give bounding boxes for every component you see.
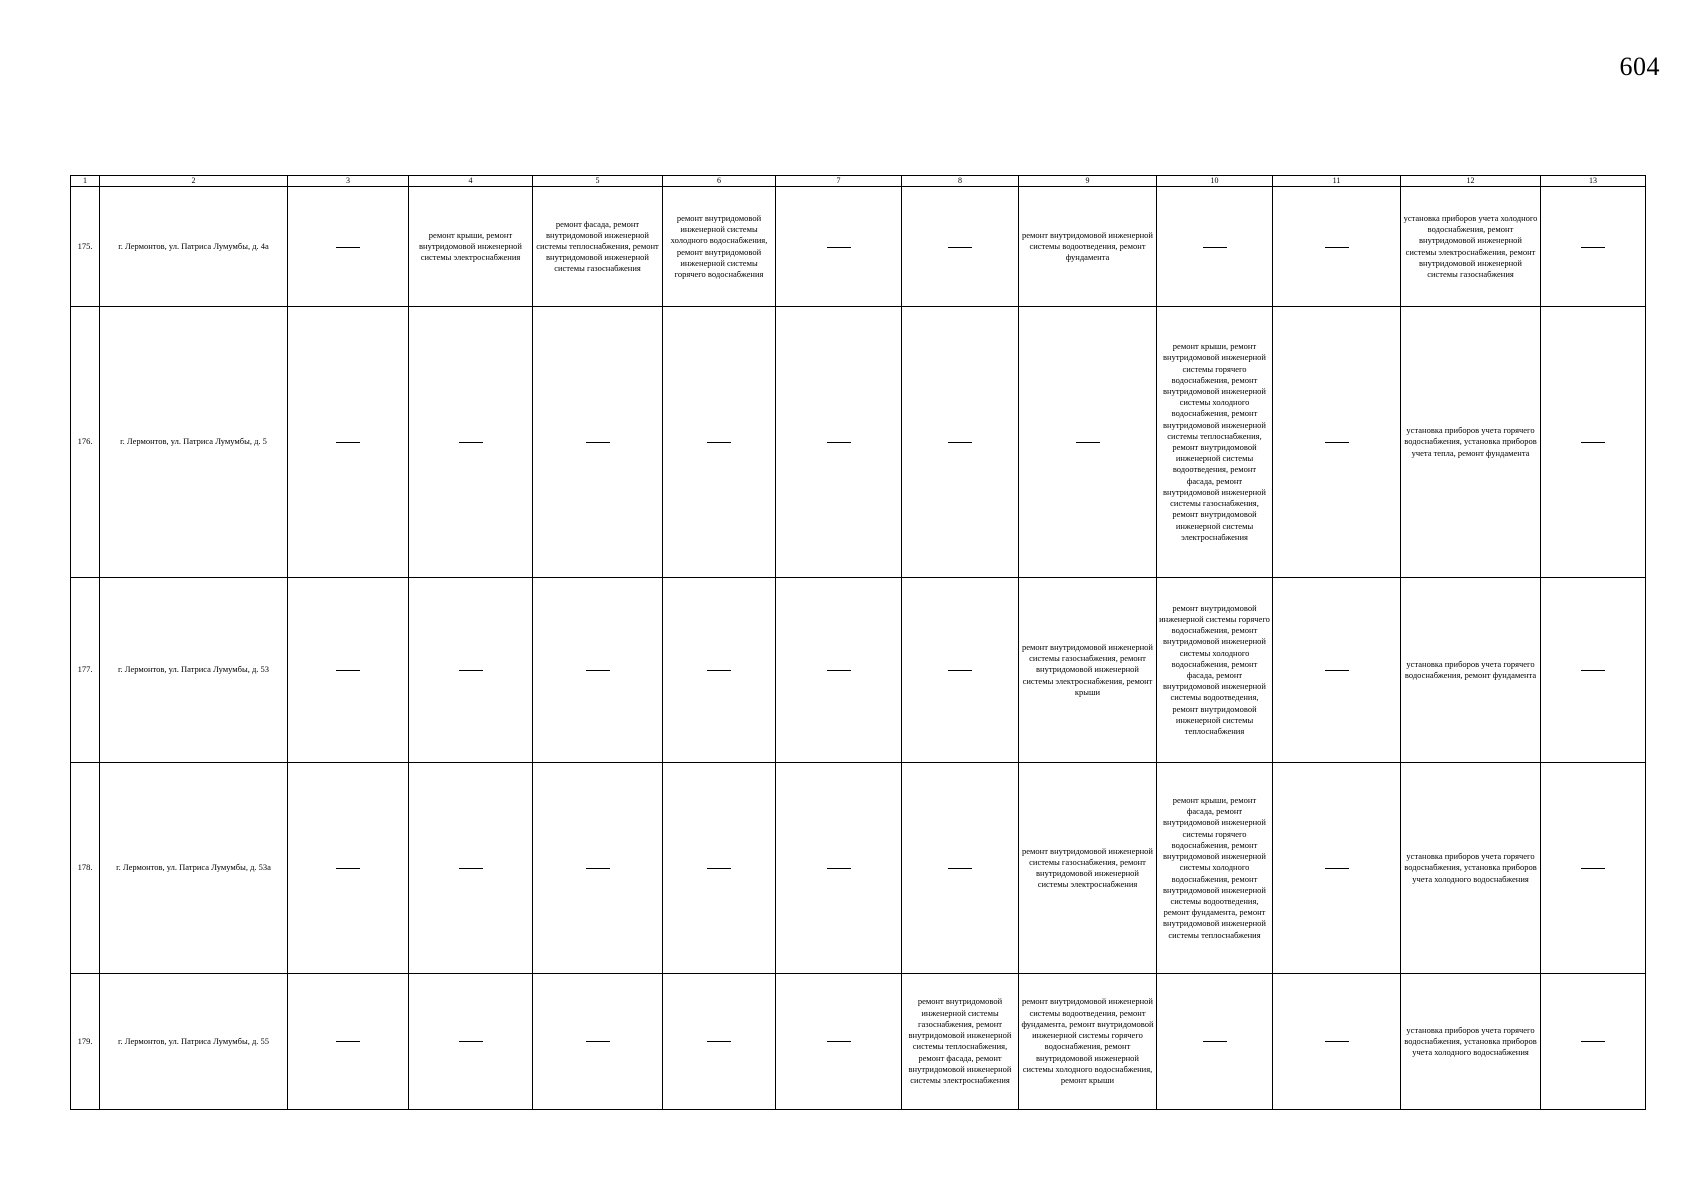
empty-cell-dash [1273, 577, 1401, 762]
empty-cell-dash [288, 187, 409, 307]
work-type-cell: ремонт крыши, ремонт фасада, ремонт внутридомовой инженерной системы горячего водоснабжения, ремонт внутридомовой инженерной системы холодного водоснабжения, ремонт внутридомовой инженерной системы водоотведения, ремонт фундамента, ремонт внутридомовой инженерной системы теплоснабжения [1157, 763, 1273, 973]
dash-mark [459, 868, 483, 869]
page-number: 604 [1619, 52, 1660, 81]
empty-cell-dash [902, 307, 1019, 578]
dash-mark [827, 247, 851, 248]
empty-cell-dash [1019, 307, 1157, 578]
row-number: 178. [71, 763, 100, 973]
dash-mark [586, 868, 610, 869]
empty-cell-dash [533, 307, 663, 578]
dash-mark [948, 442, 972, 443]
table-row [71, 763, 1646, 973]
table-row [71, 577, 1646, 762]
dash-mark [336, 1041, 360, 1042]
empty-cell-dash [663, 307, 776, 578]
dash-mark [948, 670, 972, 671]
column-number: 6 [663, 176, 776, 187]
empty-cell-dash [288, 763, 409, 973]
dash-mark [1076, 442, 1100, 443]
empty-cell-dash [1157, 973, 1273, 1109]
empty-cell-dash [533, 577, 663, 762]
work-type-cell: установка приборов учета горячего водоснабжения, ремонт фундамента [1401, 577, 1541, 762]
dash-mark [1325, 868, 1349, 869]
empty-cell-dash [776, 763, 902, 973]
empty-cell-dash [288, 973, 409, 1109]
dash-mark [459, 670, 483, 671]
empty-cell-dash [902, 763, 1019, 973]
empty-cell-dash [1273, 307, 1401, 578]
address-cell: г. Лермонтов, ул. Патриса Лумумбы, д. 55 [100, 973, 288, 1109]
column-number: 4 [409, 176, 533, 187]
repair-schedule-table [70, 175, 1646, 1110]
dash-mark [1581, 670, 1605, 671]
empty-cell-dash [776, 307, 902, 578]
empty-cell-dash [409, 763, 533, 973]
row-number: 175. [71, 187, 100, 307]
empty-cell-dash [1273, 187, 1401, 307]
empty-cell-dash [1273, 973, 1401, 1109]
empty-cell-dash [776, 973, 902, 1109]
column-number: 5 [533, 176, 663, 187]
row-number: 177. [71, 577, 100, 762]
table-row [71, 973, 1646, 1109]
column-number: 13 [1541, 176, 1646, 187]
address-cell: г. Лермонтов, ул. Патриса Лумумбы, д. 4а [100, 187, 288, 307]
work-type-cell: ремонт внутридомовой инженерной системы газоснабжения, ремонт внутридомовой инженерной системы электроснабжения, ремонт крыши [1019, 577, 1157, 762]
dash-mark [1203, 1041, 1227, 1042]
dash-mark [827, 868, 851, 869]
dash-mark [1325, 1041, 1349, 1042]
address-cell: г. Лермонтов, ул. Патриса Лумумбы, д. 5 [100, 307, 288, 578]
column-number-row [71, 176, 1646, 187]
empty-cell-dash [902, 577, 1019, 762]
address-cell: г. Лермонтов, ул. Патриса Лумумбы, д. 53а [100, 763, 288, 973]
table-row [71, 307, 1646, 578]
work-type-cell: ремонт внутридомовой инженерной системы холодного водоснабжения, ремонт внутридомовой инженерной системы горячего водоснабжения [663, 187, 776, 307]
empty-cell-dash [776, 577, 902, 762]
empty-cell-dash [409, 973, 533, 1109]
work-type-cell: ремонт внутридомовой инженерной системы горячего водоснабжения, ремонт внутридомовой инженерной системы холодного водоснабжения, ремонт фасада, ремонт внутридомовой инженерной системы водоотведения, ремонт внутридомовой инженерной системы теплоснабжения [1157, 577, 1273, 762]
table-row [71, 187, 1646, 307]
empty-cell-dash [533, 973, 663, 1109]
column-number: 1 [71, 176, 100, 187]
empty-cell-dash [1157, 187, 1273, 307]
dash-mark [827, 670, 851, 671]
dash-mark [1581, 442, 1605, 443]
column-number: 9 [1019, 176, 1157, 187]
dash-mark [1203, 247, 1227, 248]
dash-mark [1581, 247, 1605, 248]
empty-cell-dash [1541, 973, 1646, 1109]
work-type-cell: установка приборов учета холодного водоснабжения, ремонт внутридомовой инженерной системы электроснабжения, ремонт внутридомовой инженерной системы газоснабжения [1401, 187, 1541, 307]
dash-mark [948, 868, 972, 869]
dash-mark [827, 1041, 851, 1042]
dash-mark [586, 1041, 610, 1042]
empty-cell-dash [288, 577, 409, 762]
table-body [71, 187, 1646, 1110]
empty-cell-dash [1541, 577, 1646, 762]
empty-cell-dash [902, 187, 1019, 307]
dash-mark [707, 442, 731, 443]
work-type-cell: ремонт крыши, ремонт внутридомовой инженерной системы горячего водоснабжения, ремонт внутридомовой инженерной системы холодного водоснабжения, ремонт внутридомовой инженерной системы теплоснабжения, ремонт внутридомовой инженерной системы водоотведения, ремонт фасада, ремонт внутридомовой инженерной системы газоснабжения, ремонт внутридомовой инженерной системы электроснабжения [1157, 307, 1273, 578]
empty-cell-dash [1273, 763, 1401, 973]
work-type-cell: ремонт крыши, ремонт внутридомовой инженерной системы электроснабжения [409, 187, 533, 307]
work-type-cell: установка приборов учета горячего водоснабжения, установка приборов учета холодного водоснабжения [1401, 973, 1541, 1109]
column-number: 12 [1401, 176, 1541, 187]
empty-cell-dash [663, 763, 776, 973]
dash-mark [707, 670, 731, 671]
dash-mark [586, 670, 610, 671]
work-type-cell: ремонт внутридомовой инженерной системы газоснабжения, ремонт внутридомовой инженерной системы теплоснабжения, ремонт фасада, ремонт внутридомовой инженерной системы электроснабжения [902, 973, 1019, 1109]
dash-mark [459, 442, 483, 443]
dash-mark [336, 247, 360, 248]
dash-mark [707, 868, 731, 869]
column-number: 11 [1273, 176, 1401, 187]
dash-mark [1325, 670, 1349, 671]
row-number: 179. [71, 973, 100, 1109]
dash-mark [948, 247, 972, 248]
dash-mark [707, 1041, 731, 1042]
dash-mark [336, 670, 360, 671]
work-type-cell: ремонт внутридомовой инженерной системы водоотведения, ремонт фундамента, ремонт внутридомовой инженерной системы горячего водоснабжения, ремонт внутридомовой инженерной системы холодного водоснабжения, ремонт крыши [1019, 973, 1157, 1109]
empty-cell-dash [1541, 307, 1646, 578]
empty-cell-dash [288, 307, 409, 578]
work-type-cell: ремонт внутридомовой инженерной системы водоотведения, ремонт фундамента [1019, 187, 1157, 307]
column-number: 3 [288, 176, 409, 187]
dash-mark [1581, 868, 1605, 869]
dash-mark [336, 868, 360, 869]
column-number: 10 [1157, 176, 1273, 187]
address-cell: г. Лермонтов, ул. Патриса Лумумбы, д. 53 [100, 577, 288, 762]
empty-cell-dash [1541, 187, 1646, 307]
dash-mark [586, 442, 610, 443]
dash-mark [1325, 247, 1349, 248]
dash-mark [1581, 1041, 1605, 1042]
dash-mark [336, 442, 360, 443]
work-type-cell: ремонт фасада, ремонт внутридомовой инженерной системы теплоснабжения, ремонт внутридомовой инженерной системы газоснабжения [533, 187, 663, 307]
column-number: 8 [902, 176, 1019, 187]
empty-cell-dash [776, 187, 902, 307]
empty-cell-dash [409, 577, 533, 762]
dash-mark [1325, 442, 1349, 443]
dash-mark [827, 442, 851, 443]
empty-cell-dash [409, 307, 533, 578]
column-number: 7 [776, 176, 902, 187]
work-type-cell: установка приборов учета горячего водоснабжения, установка приборов учета тепла, ремонт фундамента [1401, 307, 1541, 578]
empty-cell-dash [1541, 763, 1646, 973]
dash-mark [459, 1041, 483, 1042]
work-type-cell: ремонт внутридомовой инженерной системы газоснабжения, ремонт внутридомовой инженерной системы электроснабжения [1019, 763, 1157, 973]
empty-cell-dash [663, 973, 776, 1109]
empty-cell-dash [533, 763, 663, 973]
column-number: 2 [100, 176, 288, 187]
work-type-cell: установка приборов учета горячего водоснабжения, установка приборов учета холодного водоснабжения [1401, 763, 1541, 973]
empty-cell-dash [663, 577, 776, 762]
row-number: 176. [71, 307, 100, 578]
